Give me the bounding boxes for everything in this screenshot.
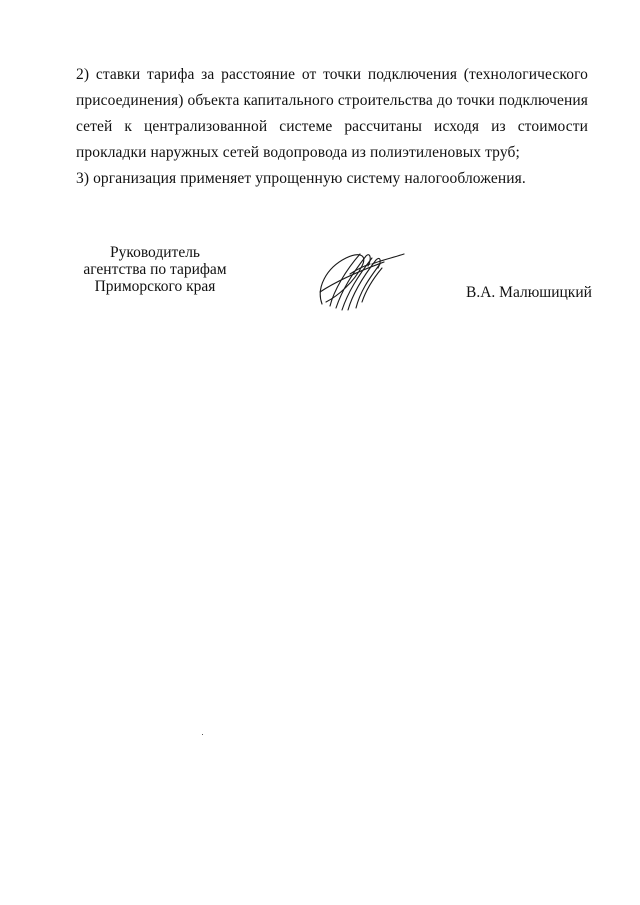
- handwritten-signature: [312, 244, 412, 314]
- signatory-title-line: Руководитель: [109, 244, 201, 261]
- scan-speck: [202, 734, 203, 735]
- paragraph-item-3: 3) организация применяет упрощенную систему налогообложения.: [76, 170, 526, 187]
- signatory-title-line: Приморского края: [94, 278, 216, 295]
- signatory-title: [60, 244, 250, 295]
- paragraph-item-2: 2) ставки тарифа за расстояние от точки подключения (технологического присоединения) объекта капитального строительства до точки подключения сетей к централизованной системе рассчитаны исходя из стоимости прокладки наружных сетей водопровода из полиэтиленовых труб;: [76, 66, 588, 161]
- body-text: [76, 62, 588, 192]
- signatory-title-line: агентства по тарифам: [83, 261, 227, 278]
- signer-name: В.А. Малюшицкий: [466, 284, 592, 301]
